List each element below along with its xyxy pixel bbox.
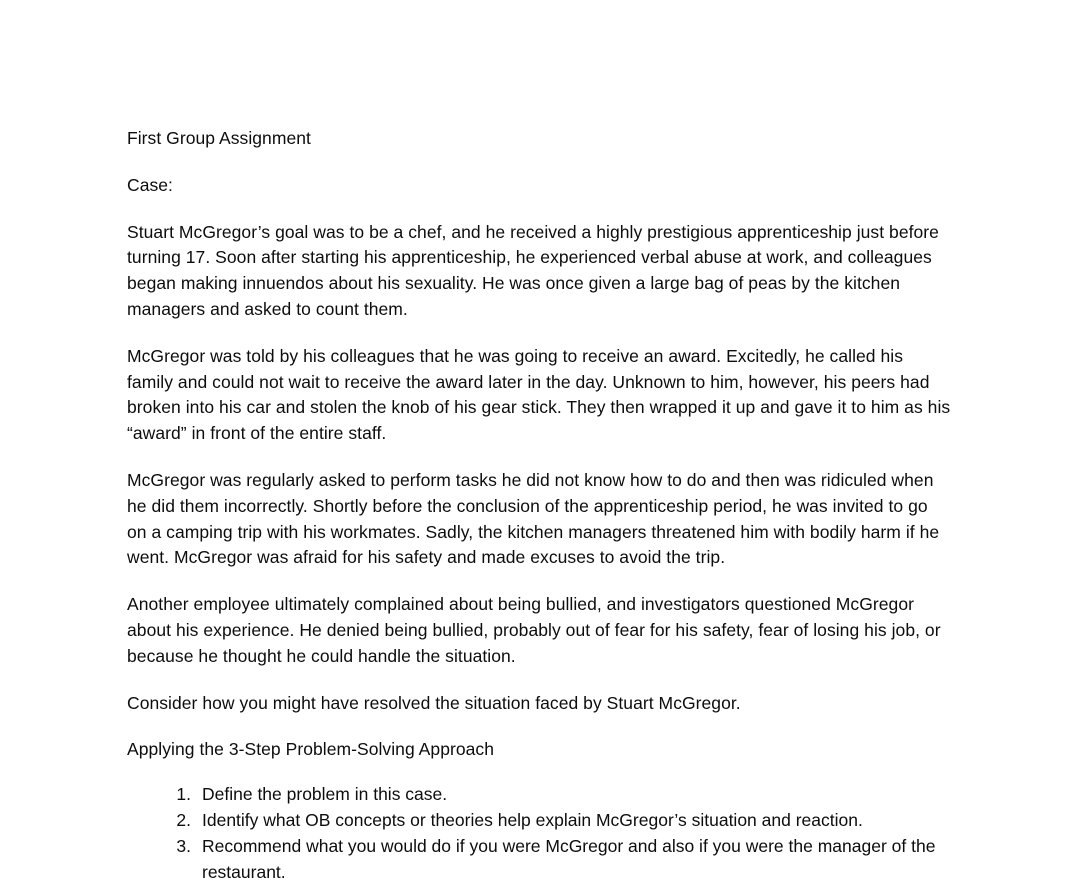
case-paragraph-5: Consider how you might have resolved the situation faced by Stuart McGregor. xyxy=(127,692,741,713)
list-item-number: 2. xyxy=(176,809,191,830)
section-heading: Applying the 3-Step Problem-Solving Approach xyxy=(127,739,494,760)
list-item-number: 3. xyxy=(176,835,191,856)
list-item-label: Define the problem in this case. xyxy=(202,784,448,805)
list-item xyxy=(165,782,952,808)
list-item-number: 1. xyxy=(176,784,191,805)
document-body xyxy=(127,126,952,885)
case-label: Case: xyxy=(127,174,173,195)
page-title: First Group Assignment xyxy=(127,128,311,148)
case-paragraph-2: McGregor was told by his colleagues that he was going to receive an award. Excitedly, he called his family and could not wait to receive the award later in the day. Unknown to him, however, his peers had broken into his car and stolen the knob of his gear stick. They then wrapped it up and gave it to him as his “award” in front of the entire staff. xyxy=(127,345,951,444)
case-paragraph-4: Another employee ultimately complained about being bullied, and investigators questioned McGregor about his experience. He denied being bullied, probably out of fear for his safety, fear of losing his job, or because he thought he could handle the situation. xyxy=(127,594,941,666)
case-paragraph-3: McGregor was regularly asked to perform tasks he did not know how to do and then was ridiculed when he did them incorrectly. Shortly before the conclusion of the apprenticeship period, he was invited to go on a camping trip with his workmates. Sadly, the kitchen managers threatened him with bodily harm if he went. McGregor was afraid for his safety and made excuses to avoid the trip. xyxy=(127,469,940,568)
list-item xyxy=(165,834,952,885)
case-paragraph-1: Stuart McGregor’s goal was to be a chef, and he received a highly prestigious apprenticeship just before turning 17. Soon after starting his apprenticeship, he experienced verbal abuse at work, and colleagues began making innuendos about his sexuality. He was once given a large bag of peas by the kitchen managers and asked to count them. xyxy=(127,221,939,319)
steps-list xyxy=(127,782,952,885)
list-item-label: Recommend what you would do if you were McGregor and also if you were the manager of the restaurant. xyxy=(202,835,936,882)
list-item xyxy=(165,808,952,834)
list-item-label: Identify what OB concepts or theories help explain McGregor’s situation and reaction. xyxy=(202,809,863,830)
